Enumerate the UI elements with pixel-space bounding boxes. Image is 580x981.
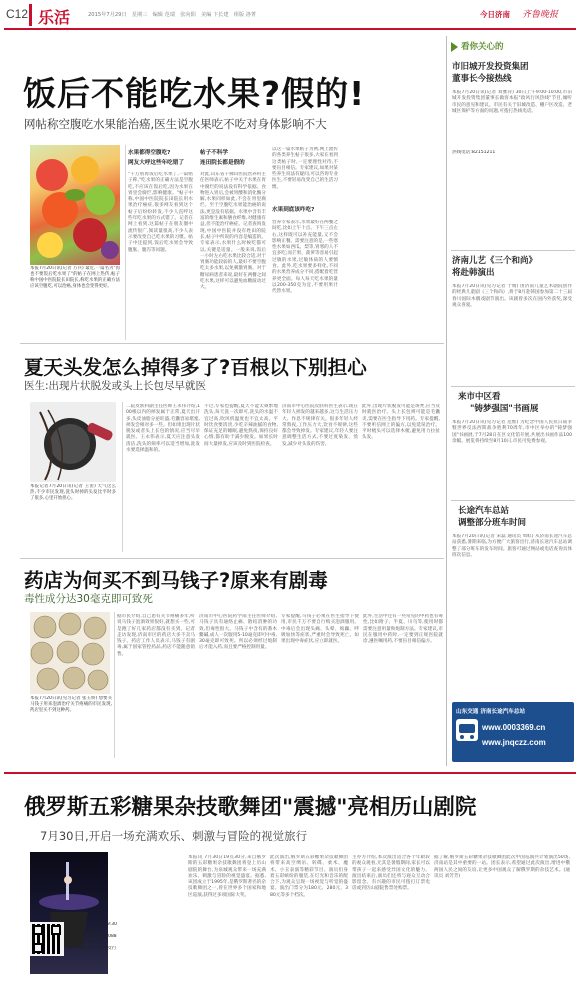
fruit-illustration xyxy=(30,145,120,265)
divider xyxy=(451,386,575,387)
fruit-subhead-2a: 帖子不科学 xyxy=(200,150,228,156)
section-badge xyxy=(29,4,79,26)
show-info-line-3: 订票电话:40000-56088 xyxy=(68,934,117,939)
fruit-deck: 网帖称空腹吃水果能治癌,医生说水果吃不吃对身体影响不大 xyxy=(24,117,327,131)
sidebar-item-4-title-2: 调整部分班车时间 xyxy=(458,518,527,528)
sidebar-item-1-title: 市旧城开发投资集团 xyxy=(452,62,529,72)
pharmacy-col-2: 济南市中心医院药学部主任医师介绍,马钱子具有通络止痛、散结消肿的功效,但毒性很大。马钱子中含有的番木鳖碱,成人一次服用5-10毫克即可中毒,30毫克即可致死。所以必须经过炮制后才能入药,而且要严格控制用量。 xyxy=(199,614,277,651)
pharmacy-caption: 本报7月20日讯(见习记者 张玉娇) 想要买马钱子用来泡酒治疗关节疼痛的市民发现,药店里买不到这种药。 xyxy=(30,696,112,713)
hair-col-2: 不过,专家也提醒,夏天不能太频繁地洗头,每天洗一次即可,洗头的水温不宜过高,吹风机温度也不宜太高。平时饮食要清淡,少吃辛辣油腻的食物,保证充足的睡眠,避免熬夜,保持良好心情,都有助于减少脱发。如果长时间大量掉发,应该及时到医院检查。 xyxy=(204,404,278,447)
masthead-rule xyxy=(4,28,576,30)
fruit-col-1: "千万别再饭后吃水果了,一篇帖子称,"吃水果的正确方法是空腹吃,不应该在饭后吃,因为水果在胃里会腐烂,影响健康。"帖子中称,中国中医院院长田院长用水果治疗癌症,很多网友看到这个帖子后纷纷转发,不少人直呼这些年吃水果的方式错了。记者在网上看到,这篇帖子在朋友圈中流传很广,阅读量很高,不少人表示要改变自己吃水果的习惯。帖子中还提到,饭后吃水果会导致腹胀、腹泻等问题。 xyxy=(128,172,193,253)
divider xyxy=(451,500,575,501)
pharmacy-col-3: 专家提醒,马钱子必须在医生指导下使用,市民千万不要自行购买泡酒服用。中毒后会出现头痛、头晕、烦躁、呼吸加快等症状,严重时会导致死亡。如果出现中毒症状,应立即就医。 xyxy=(281,614,359,645)
fruit-col-2: 对此,山东省千佛山医院营养科主任医师表示,帖子中关于水果在胃中腐烂的说法没有科学依据。食物进入胃后,会被胃酸和消化酶分解,水果同样如此,不会在胃里腐烂。至于空腹吃水果能治癌的说法,更是没有依据。水果中含有丰富的维生素和膳食纤维,对健康有益,但不能治疗癌症。记者查询发现,中国中医院并没有姓田的院长,帖子中所说的内容是编造的。专家表示,水果什么时候吃都可以,关键是适量。一般来说,饭后一小时左右吃水果比较合适,对于胃肠功能较弱的人,最好不要空腹吃太多水果,以免刺激胃肠。对于糖尿病患者来说,最好在两餐之间吃水果,这样可以避免血糖波动过大。 xyxy=(200,172,266,291)
show-col-3: 主办方介绍,本次演出适合各个年龄段的观众观看,尤其是暑假期间,家长可以带孩子一起来感受异国文化的魅力。演出结束后,演员们还将与观众互动合影留念。有兴趣的市民可拨打订票电话或到历山剧院售票处购票。 xyxy=(352,855,430,892)
fruit-subhead-1a: 水果都得空腹吃? xyxy=(128,150,171,156)
fruit-subhead-3: 水果到底该咋吃? xyxy=(272,207,315,213)
sidebar-item-4-title: 长途汽车总站 xyxy=(458,506,510,516)
brand-today: 今日济南 xyxy=(480,10,510,19)
show-info-line-4: 0531-82627277 xyxy=(68,940,104,945)
hair-deck: 医生:出现片状脱发或头上长包尽早就医 xyxy=(24,380,207,392)
show-top-rule xyxy=(4,772,576,774)
fruit-subhead-1b: 网友大呼这些年吃错了 xyxy=(128,160,184,166)
banner-url-2[interactable]: www.jnqczz.com xyxy=(482,738,546,747)
section-title: 乐活 xyxy=(38,8,71,27)
pharmacy-deck: 毒性成分达30毫克即可致死 xyxy=(24,593,153,605)
hairbrush-illustration xyxy=(30,402,116,482)
hair-caption: 本报记者7月20日讯(记者 王宙) 天气这么热,不少市民发现,洗头时掉的头发比平时多了很多,心里开始担心。 xyxy=(30,484,116,501)
show-col-4: 据了解,俄罗斯五彩糖果杂技歌舞团此次中国巡演共计划演出50场,济南站是其中重要的一站。团长表示,希望通过此次演出,增进中俄两国人民之间的友谊,让更多中国观众了解俄罗斯的杂技艺术。(通讯员 刘芳芳) xyxy=(434,855,570,879)
hair-col-4: 此外,出现片状脱发可能是斑秃,应当及时就医治疗。头上长包则可能是毛囊炎,需要在医生指导下用药。专家提醒,不要听信网上的偏方,以免延误治疗。平时梳头可以选择木梳,避免用力拉扯头发。 xyxy=(362,404,440,441)
hair-col-3: 济南市中心医院皮肤科医生表示,现在年轻人掉发的越来越多,这与生活压力大、作息不规律有关。很多年轻人经常熬夜,工作压力大,饮食不规律,这些都会导致掉发。专家建议,年轻人要注意调整生活方式,不要过度染发、烫发,减少对头发的伤害。 xyxy=(282,404,358,447)
divider xyxy=(122,402,123,552)
sidebar-item-3-title: 来市中区看 xyxy=(458,392,501,402)
sidebar-item-3-body: 本报7月20日讯(见习记者 范惟) 为纪念中国人民抗日战争暨世界反法西斯战争胜利70周年,市中区举办的"铸梦强国"书画展,于7月28日在区文化馆开展,共展出书画作品100余幅。展览将持续至8月10日,市民可免费参观。 xyxy=(452,420,572,444)
fruit-col-3: 以这一篇水果帖子为例,网上流传的各类养生帖子很多,大家在看到这类帖子时,一定要理性对待,不要盲目相信。专家建议,如果对某些养生说法有疑问,可以咨询专业医生,不要轻易改变自己的生活习惯。 xyxy=(272,147,338,190)
sidebar-item-2-title-2: 将赴韩演出 xyxy=(452,268,495,278)
sidebar-item-2-body: 本报7月20日讯(见习记者 于婧) 由济南儿童艺术剧院创作的经典儿童剧《三个和尚》,将于8月赴韩国参加第二十三届春川国际木偶戏剧节演出。该剧曾多次在国内外获奖,深受观众喜爱。 xyxy=(452,284,572,308)
divider xyxy=(114,612,115,758)
show-col-2: 此次演出,俄罗斯五彩糖果杂技歌舞团将带来高空绸吊、转碟、柔术、魔术、小丑表演等精彩节目。演员们身着五彩缤纷的服装,在灯光和音乐的配合下,为观众呈现一场视觉与听觉的盛宴。演出门票分为180元、280元、380元等多个档次。 xyxy=(270,855,348,898)
hair-photo xyxy=(30,402,116,482)
sidebar-item-1-body: 本报7月20日讯(记者 刘雅萍) 30日上午9:00-10:00,市旧城开发投资集团董事长做客本报"政风行风热线"节目,倾听市民的意见和建议。市民有关于旧城改造、棚户区改造、老城区保护等方面的问题,可拨打热线电话。 xyxy=(452,90,572,114)
sidebar-header-title: 看你关心的 xyxy=(461,42,504,52)
pharmacy-col-1: 据市民介绍,自己患有关节疼痛多年,听说马钱子泡酒效果很好,就想买一些,可是跑了好几家药店都没有买到。记者走访发现,济南市区的药店大多不卖马钱子。药店工作人员表示,马钱子有剧毒,属于国家管控药品,药店不能随意销售。 xyxy=(117,614,195,657)
arrow-icon xyxy=(451,42,458,52)
sidebar-divider xyxy=(446,36,447,766)
show-info-line-2: 地点:历山剧院 xyxy=(68,928,96,933)
sidebar-item-1-hotline: 热线电话:82151211 xyxy=(452,150,496,155)
divider xyxy=(451,250,575,251)
sidebar-item-1-title-2: 董事长今接热线 xyxy=(452,74,512,84)
hair-headline: 夏天头发怎么掉得多了?百根以下别担心 xyxy=(24,356,367,379)
banner-url-1[interactable]: www.0003369.cn xyxy=(482,723,546,732)
pharmacy-photo xyxy=(30,612,110,694)
show-deck: 7月30日,开启一场充满欢乐、刺激与冒险的视觉旅行 xyxy=(40,829,308,843)
bus-icon xyxy=(456,719,478,741)
divider xyxy=(20,343,444,344)
fruit-subhead-2b: 连田院长都是假的 xyxy=(200,160,245,166)
bus-station-banner[interactable] xyxy=(452,702,574,762)
show-info-box xyxy=(68,922,130,972)
divider xyxy=(125,145,126,340)
seeds-illustration xyxy=(30,612,110,694)
banner-brand: 山东交通 济南长途汽车总站 xyxy=(456,709,526,715)
date-line: 2015年7月29日 星期三 编辑 范瑞 张向阳 美编 卞长建 组版 洛菁 xyxy=(88,12,257,18)
sidebar-item-4-body: 本报7月20日讯(记者 宋磊 通讯员 周虹) 从济南长途汽车总站获悉,暑期来临,为方便广大旅客出行,济南长途汽车总站调整了部分班车的发车时间。旅客可通过网站或电话查询具体班次信息。 xyxy=(452,534,572,558)
show-headline: 俄罗斯五彩糖果杂技歌舞团"震撼"亮相历山剧院 xyxy=(24,795,477,820)
fruit-photo xyxy=(30,145,120,265)
brand-qilu: 齐鲁晚报 xyxy=(522,10,559,20)
fruit-caption: 本报7月20日讯(记者 万兵) 最近,一篇名为"再也不要饭后吃水果了"的帖子在网上热传,帖子称中国中医院院长田院长,称吃水果的正确方法应该空腹吃,可以治癌,身体也会变得更好。 xyxy=(30,266,120,289)
masthead xyxy=(0,0,580,30)
sidebar-item-3-title-2: "铸梦强国"书画展 xyxy=(470,404,539,414)
show-info-line-5: 俄罗斯杂技团有望全女行 xyxy=(68,946,117,951)
show-info-line-1: 演出时间:7月30日19:30 xyxy=(68,922,117,927)
pharmacy-headline: 药店为何买不到马钱子?原来有剧毒 xyxy=(24,569,328,592)
pharmacy-col-4: 此外,生活中还有一些常见的中药也有毒性,比如附子、半夏、川乌等,使用时都需要注意用量和炮制方法。专家建议,市民在服用中药时,一定要到正规医院就诊,遵医嘱用药,不要盲目相信偏方。 xyxy=(363,614,443,645)
fruit-col-4: 营养专家表示,水果最好在两餐之间吃,比如上午十点、下午三点左右,这样既可以补充能量,又不会影响正餐。需要注意的是,一些寒性水果如西瓜、梨等,胃寒的人不宜多吃;而芒果、菠萝等容易引起过敏的水果,过敏体质的人要慎食。此外,吃水果要多样化,不同的水果营养成分不同,搭配着吃营养更全面。每人每天吃水果的量以200-350克为宜,不要用果汁代替水果。 xyxy=(272,220,338,295)
hair-col-1: 二院皮肤科副主任医师王永伟介绍,100根以内的掉发属于正常,夏天出汗多,头皮油脂分泌旺盛,毛囊容易堵塞,掉发会相对多一些。但如果出现片状脱发或者头上长包的情况,应当尽早就医。王永伟表示,夏天应注意头发清洁,洗头的频率可以适当增加,洗发水要选择温和的。 xyxy=(126,404,200,454)
page-number: C12 xyxy=(6,7,29,21)
qr-code xyxy=(30,922,64,956)
show-col-1: 本报讯 7月30日19点30分,来自俄罗斯的五彩糖果杂技歌舞团将登上历山剧院的舞台,为泉城观众带来一场充满欢乐、刺激与冒险的视觉盛宴。据悉,该团成立于1995年,是俄罗斯著名的杂技歌舞团之一,曾在世界多个国家和地区巡演,获得过多项国际大奖。 xyxy=(188,855,266,898)
divider xyxy=(20,558,444,559)
fruit-headline: 饭后不能吃水果?假的! xyxy=(23,74,366,113)
sidebar-header xyxy=(451,40,575,54)
sidebar-item-2-title: 济南儿艺《三个和尚》 xyxy=(452,256,538,266)
